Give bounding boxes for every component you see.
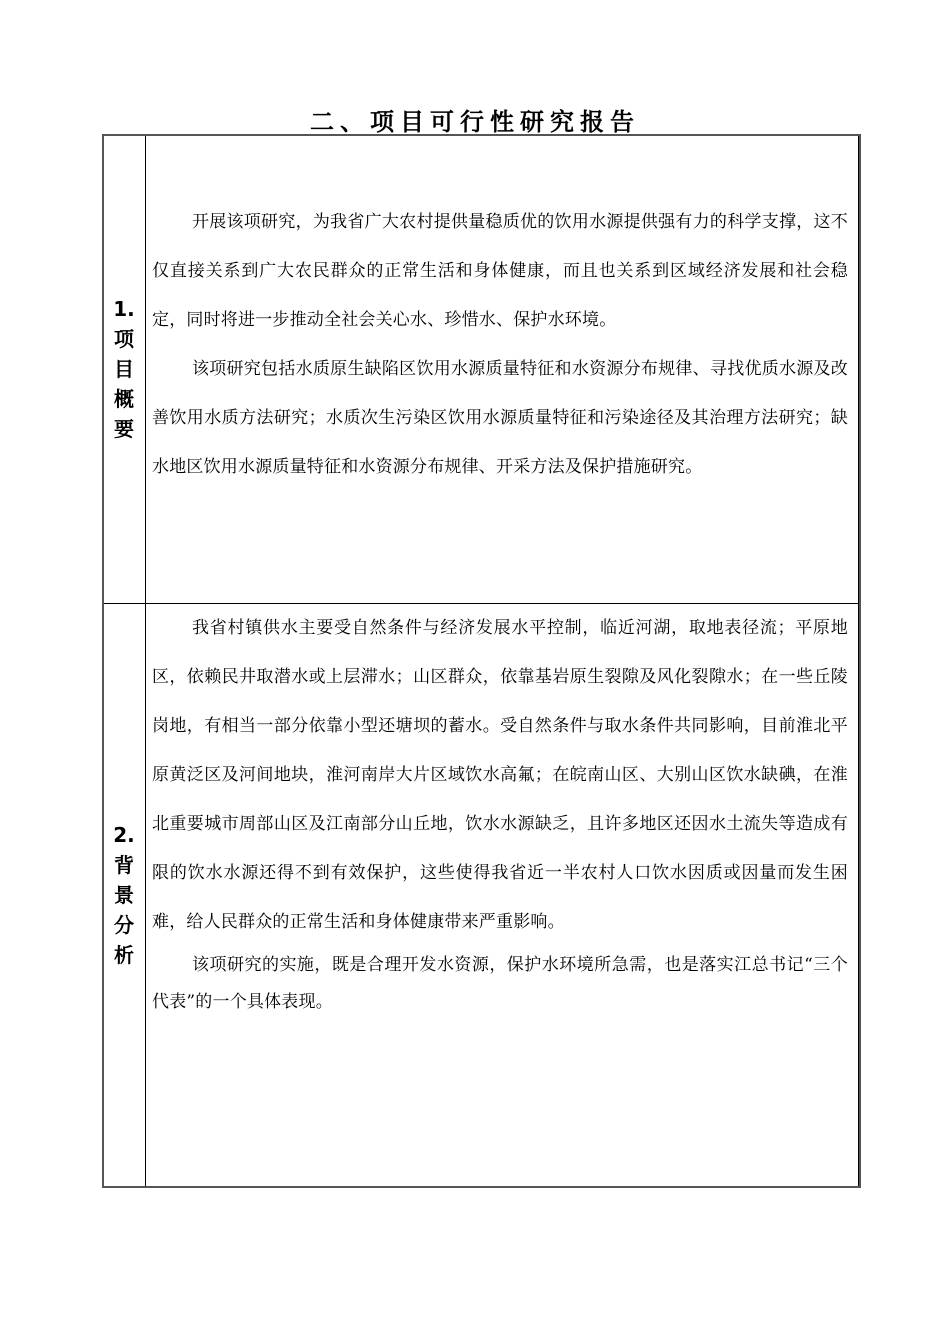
label-char: 2. (113, 823, 135, 847)
label-char: 项 (114, 327, 134, 351)
paragraph: 开展该项研究，为我省广大农村提供量稳质优的饮用水源提供强有力的科学支撑，这不仅直接关系到广大农民群众的正常生活和身体健康，而且也关系到区域经济发展和社会稳定，同时将进一步推动全社会关心水、珍惜水、保护水环境。 (152, 212, 848, 330)
section-label-background (103, 604, 146, 1187)
label-char: 分 (114, 913, 134, 937)
label-char: 要 (114, 417, 134, 441)
section-row-background (103, 604, 859, 1187)
paragraph: 该项研究包括水质原生缺陷区饮用水源质量特征和水资源分布规律、寻找优质水源及改善饮用水质方法研究；水质次生污染区饮用水源质量特征和污染途径及其治理方法研究；缺水地区饮用水源质量特征和水资源分布规律、开采方法及保护措施研究。 (152, 359, 848, 477)
label-char: 概 (114, 387, 134, 411)
label-char: 背 (114, 853, 134, 877)
paragraph: 我省村镇供水主要受自然条件与经济发展水平控制，临近河湖，取地表径流；平原地区，依赖民井取潜水或上层滞水；山区群众，依靠基岩原生裂隙及风化裂隙水；在一些丘陵岗地，有相当一部分依靠小型还塘坝的蓄水。受自然条件与取水条件共同影响，目前淮北平原黄泛区及河间地块，淮河南岸大片区域饮水高氟；在皖南山区、大别山区饮水缺碘，在淮 北重要城市周部山区及江南部分山丘地，饮水水源缺乏，且许多地区还因水土流失等造成有限的饮水水源还得不到有效保护，这些使得我省近一半农村人口饮水因质或因量而发生困难，给人民群众的正常生活和身体健康带来严重影响。 (152, 618, 848, 932)
report-table (102, 134, 859, 1187)
label-char: 景 (114, 883, 134, 907)
label-char: 1. (113, 297, 135, 321)
section-content-overview (146, 135, 859, 604)
label-char: 目 (114, 357, 134, 381)
section-label-overview (103, 135, 146, 604)
section-row-overview (103, 135, 859, 604)
page-title: 二、项目可行性研究报告 (310, 108, 640, 136)
paragraph: 该项研究的实施，既是合理开发水资源，保护水环境所急需，也是落实江总书记“三个代表”的一个具体表现。 (152, 955, 848, 1012)
section-content-background (146, 604, 859, 1187)
label-char: 析 (114, 943, 134, 967)
